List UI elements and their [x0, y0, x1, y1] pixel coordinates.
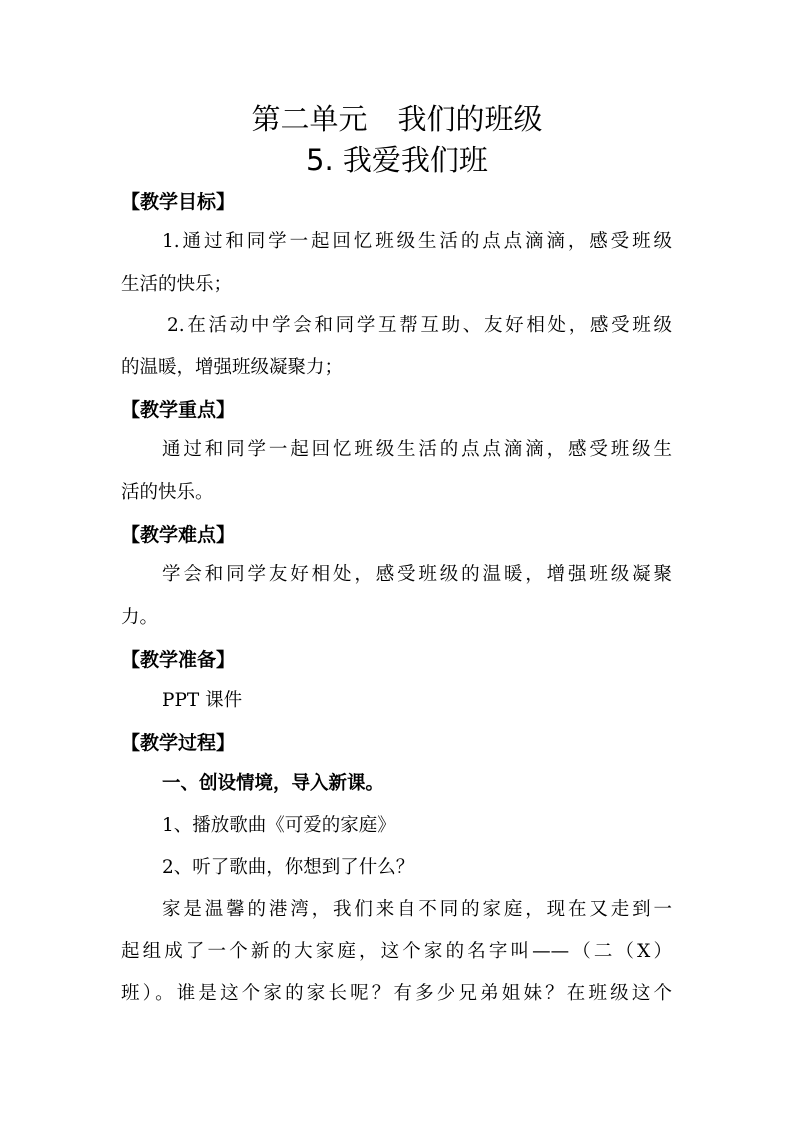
process-step-1-item-2: 2、听了歌曲，你想到了什么？: [162, 857, 415, 878]
key-points-line-1: 通过和同学一起回忆班级生活的点点滴滴，感受班级生: [162, 439, 672, 460]
process-paragraph-line-2: 起组成了一个新的大家庭，这个家的名字叫——（二（X）: [121, 941, 672, 962]
process-heading: 【教学过程】: [121, 732, 236, 754]
difficulties-line-1: 学会和同学友好相处，感受班级的温暖，增强班级凝聚: [162, 564, 672, 585]
objective-2-line-1: 2.在活动中学会和同学互帮互助、友好相处，感受班级: [167, 315, 672, 336]
difficulties-line-2: 力。: [121, 607, 159, 628]
key-points-line-2: 活的快乐。: [121, 482, 214, 503]
difficulties-heading: 【教学难点】: [121, 524, 236, 546]
key-points-heading: 【教学重点】: [121, 399, 236, 421]
process-paragraph-line-3: 班）。谁是这个家的家长呢？有多少兄弟姐妹？在班级这个: [121, 983, 672, 1004]
lesson-title: 5. 我爱我们班: [306, 143, 488, 177]
objectives-heading: 【教学目标】: [121, 191, 236, 213]
preparation-heading: 【教学准备】: [121, 649, 236, 671]
preparation-line-1: PPT 课件: [162, 690, 243, 711]
process-step-1-title: 一、创设情境，导入新课。: [162, 773, 385, 794]
unit-number: 第二单元: [251, 102, 368, 136]
objective-1-line-1: 1.通过和同学一起回忆班级生活的点点滴滴，感受班级: [162, 231, 672, 252]
unit-name: 我们的班级: [397, 102, 543, 136]
unit-title: [0, 101, 794, 137]
objective-1-line-2: 生活的快乐；: [121, 274, 233, 295]
objective-2-line-2: 的温暖，增强班级凝聚力；: [121, 357, 344, 378]
process-paragraph-line-1: 家是温馨的港湾，我们来自不同的家庭，现在又走到一: [162, 899, 672, 920]
process-step-1-item-1: 1、播放歌曲《可爱的家庭》: [162, 815, 396, 836]
